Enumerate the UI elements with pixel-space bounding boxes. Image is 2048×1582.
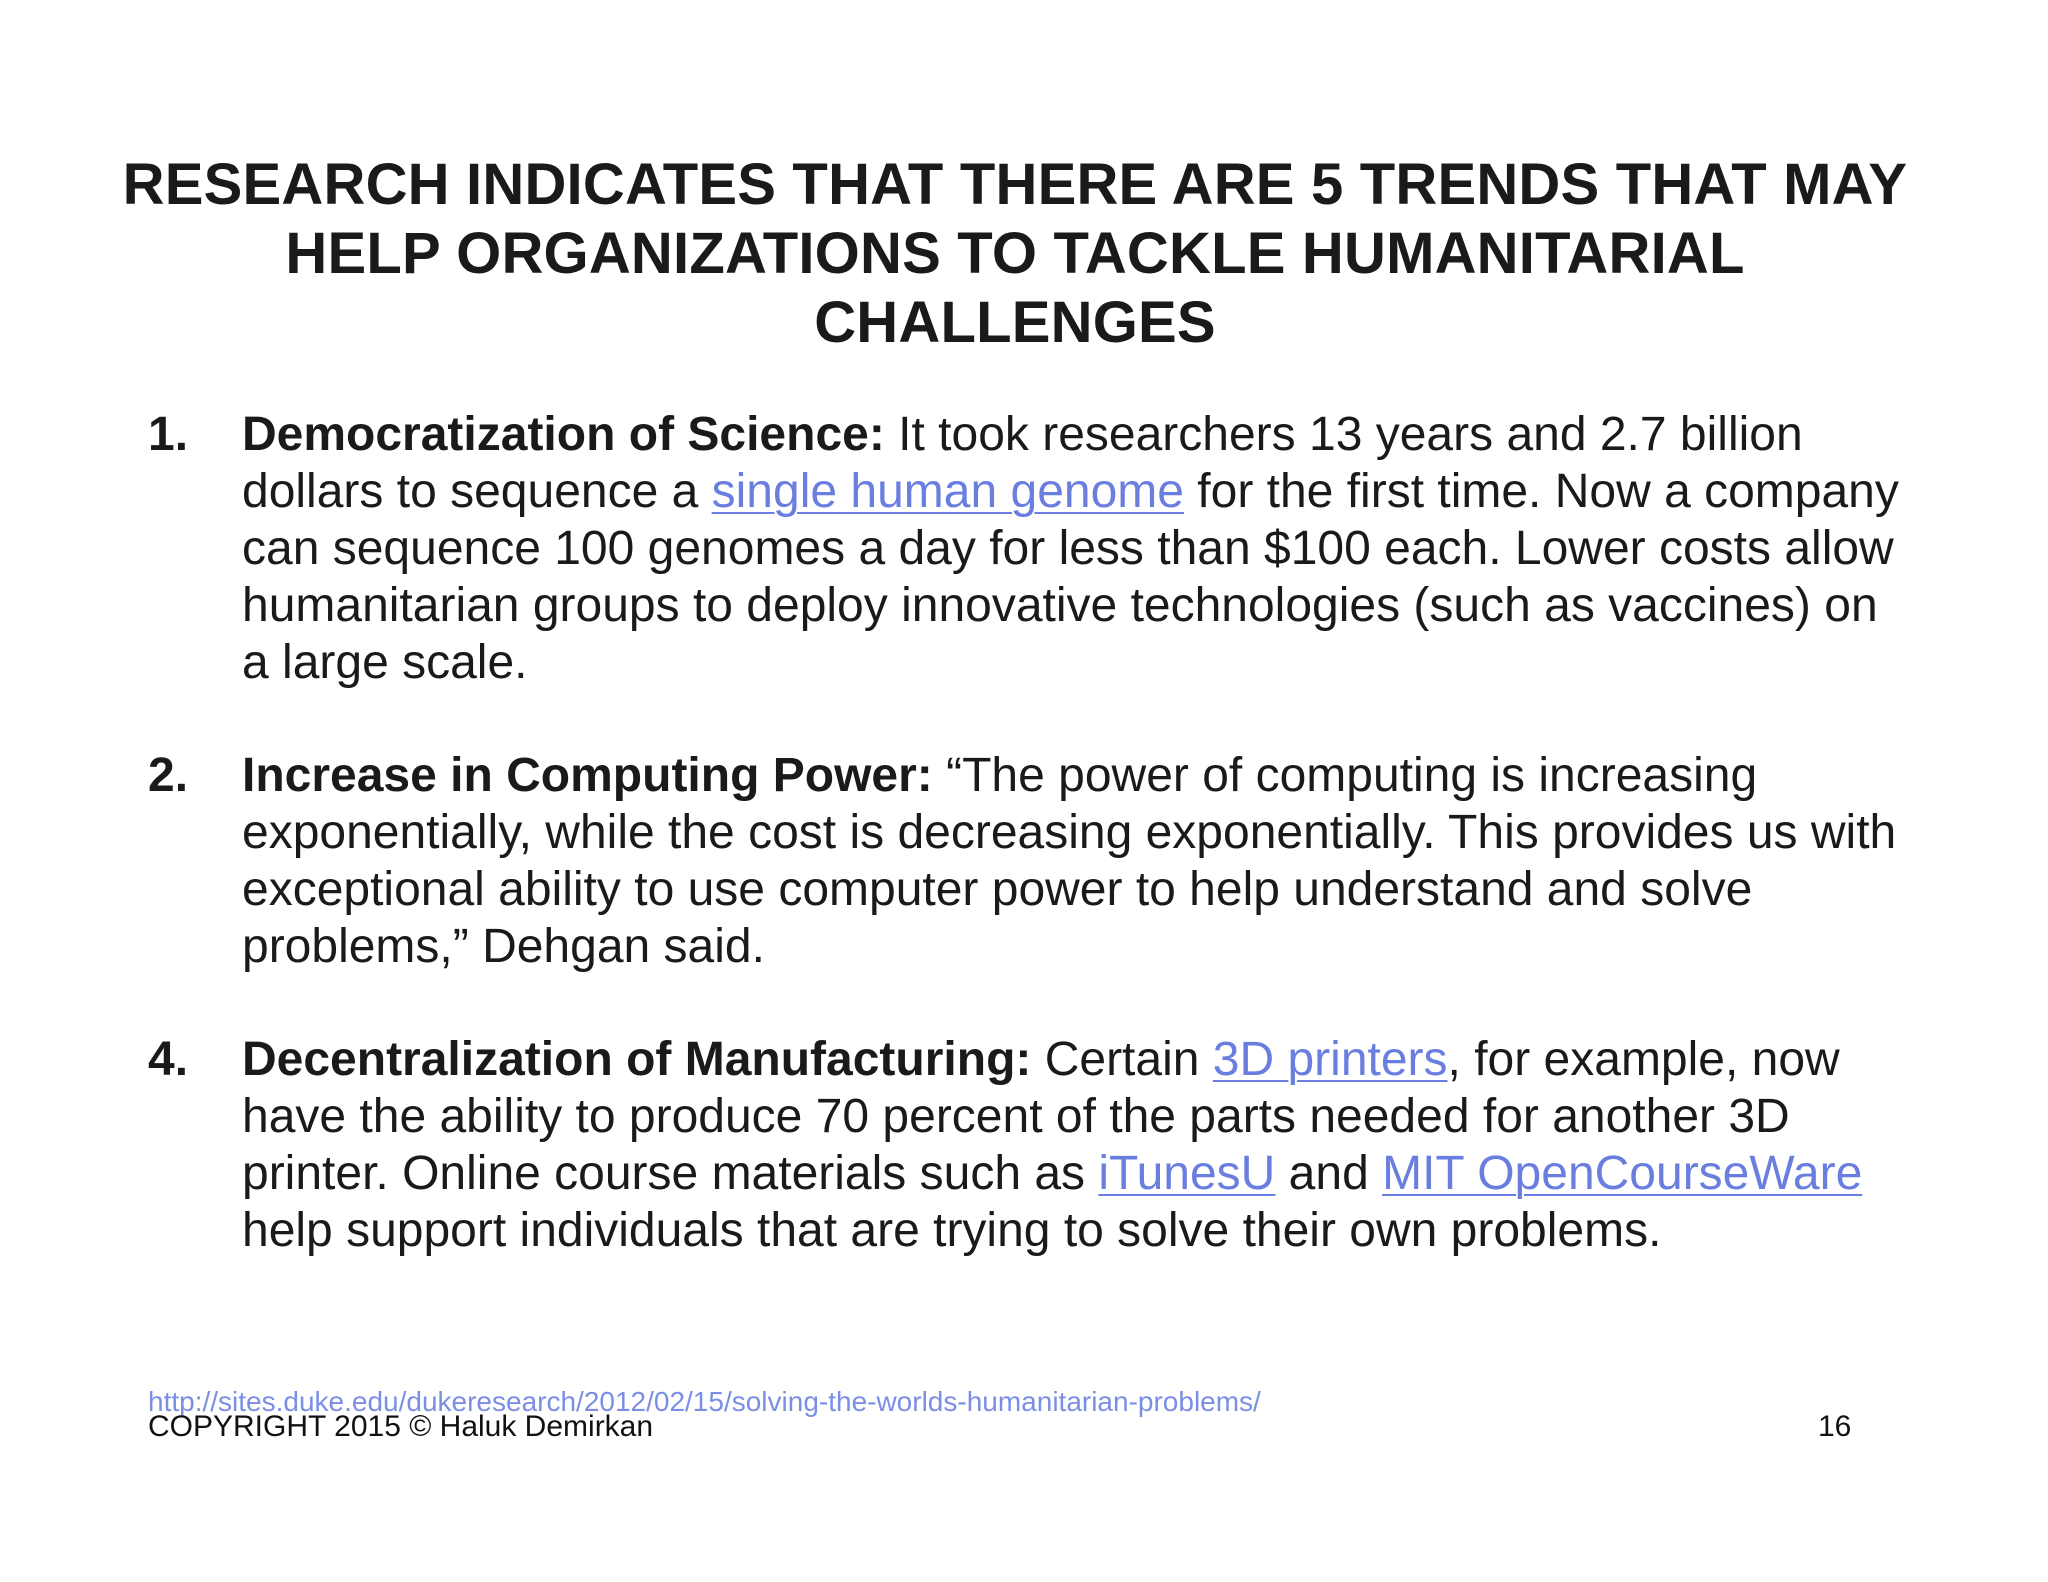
trend-text: Certain — [1031, 1033, 1213, 1086]
trend-number: 2. — [148, 749, 189, 802]
trend-text: “The power of computing is increasing exponentially, while the cost is decreasing exponentially. This provides us with exceptional ability to use computer power to help understand and solve problems,” Dehgan said. — [242, 749, 1897, 973]
source-url-link[interactable]: http://sites.duke.edu/dukeresearch/2012/02/15/solving-the-worlds-humanitarian-problems/ — [148, 1386, 1261, 1417]
trend-text: , for example, now have the ability to produce 70 percent of the parts needed for another 3D printer. Online course materials such as — [242, 1033, 1840, 1200]
trend-text: It took researchers 13 years and 2.7 billion dollars to sequence a — [242, 408, 1803, 518]
trend-heading: Democratization of Science: — [242, 408, 885, 461]
trend-text: and — [1275, 1147, 1383, 1200]
trend-heading: Increase in Computing Power: — [242, 749, 933, 802]
trend-list — [148, 406, 1908, 1315]
trend-item-decentralization-of-manufacturing — [148, 1031, 1908, 1259]
page-number: 16 — [1818, 1410, 1852, 1443]
trend-text: help support individuals that are trying to solve their own problems. — [242, 1204, 1662, 1257]
trend-text: for the first time. Now a company can sequence 100 genomes a day for less than $100 each. Lower costs allow humanitarian groups to deploy innovative technologies (such as vaccines) on a large scale. — [242, 465, 1899, 689]
trend-item-democratization-of-science — [148, 406, 1908, 691]
itunesu-link[interactable]: iTunesU — [1098, 1147, 1276, 1200]
copyright-notice: COPYRIGHT 2015 © Haluk Demirkan — [148, 1410, 654, 1443]
trend-number: 1. — [148, 408, 189, 461]
single-human-genome-link[interactable]: single human genome — [711, 465, 1184, 518]
3d-printers-link[interactable]: 3D printers — [1212, 1033, 1448, 1086]
slide-title: RESEARCH INDICATES THAT THERE ARE 5 TRENDS THAT MAY HELP ORGANIZATIONS TO TACKLE HUMANITARIAL CHALLENGES — [122, 152, 1908, 355]
mit-opencourseware-link[interactable]: MIT OpenCourseWare — [1382, 1147, 1863, 1200]
trend-number: 4. — [148, 1033, 189, 1086]
trend-item-computing-power — [148, 747, 1908, 975]
trend-heading: Decentralization of Manufacturing: — [242, 1033, 1032, 1086]
